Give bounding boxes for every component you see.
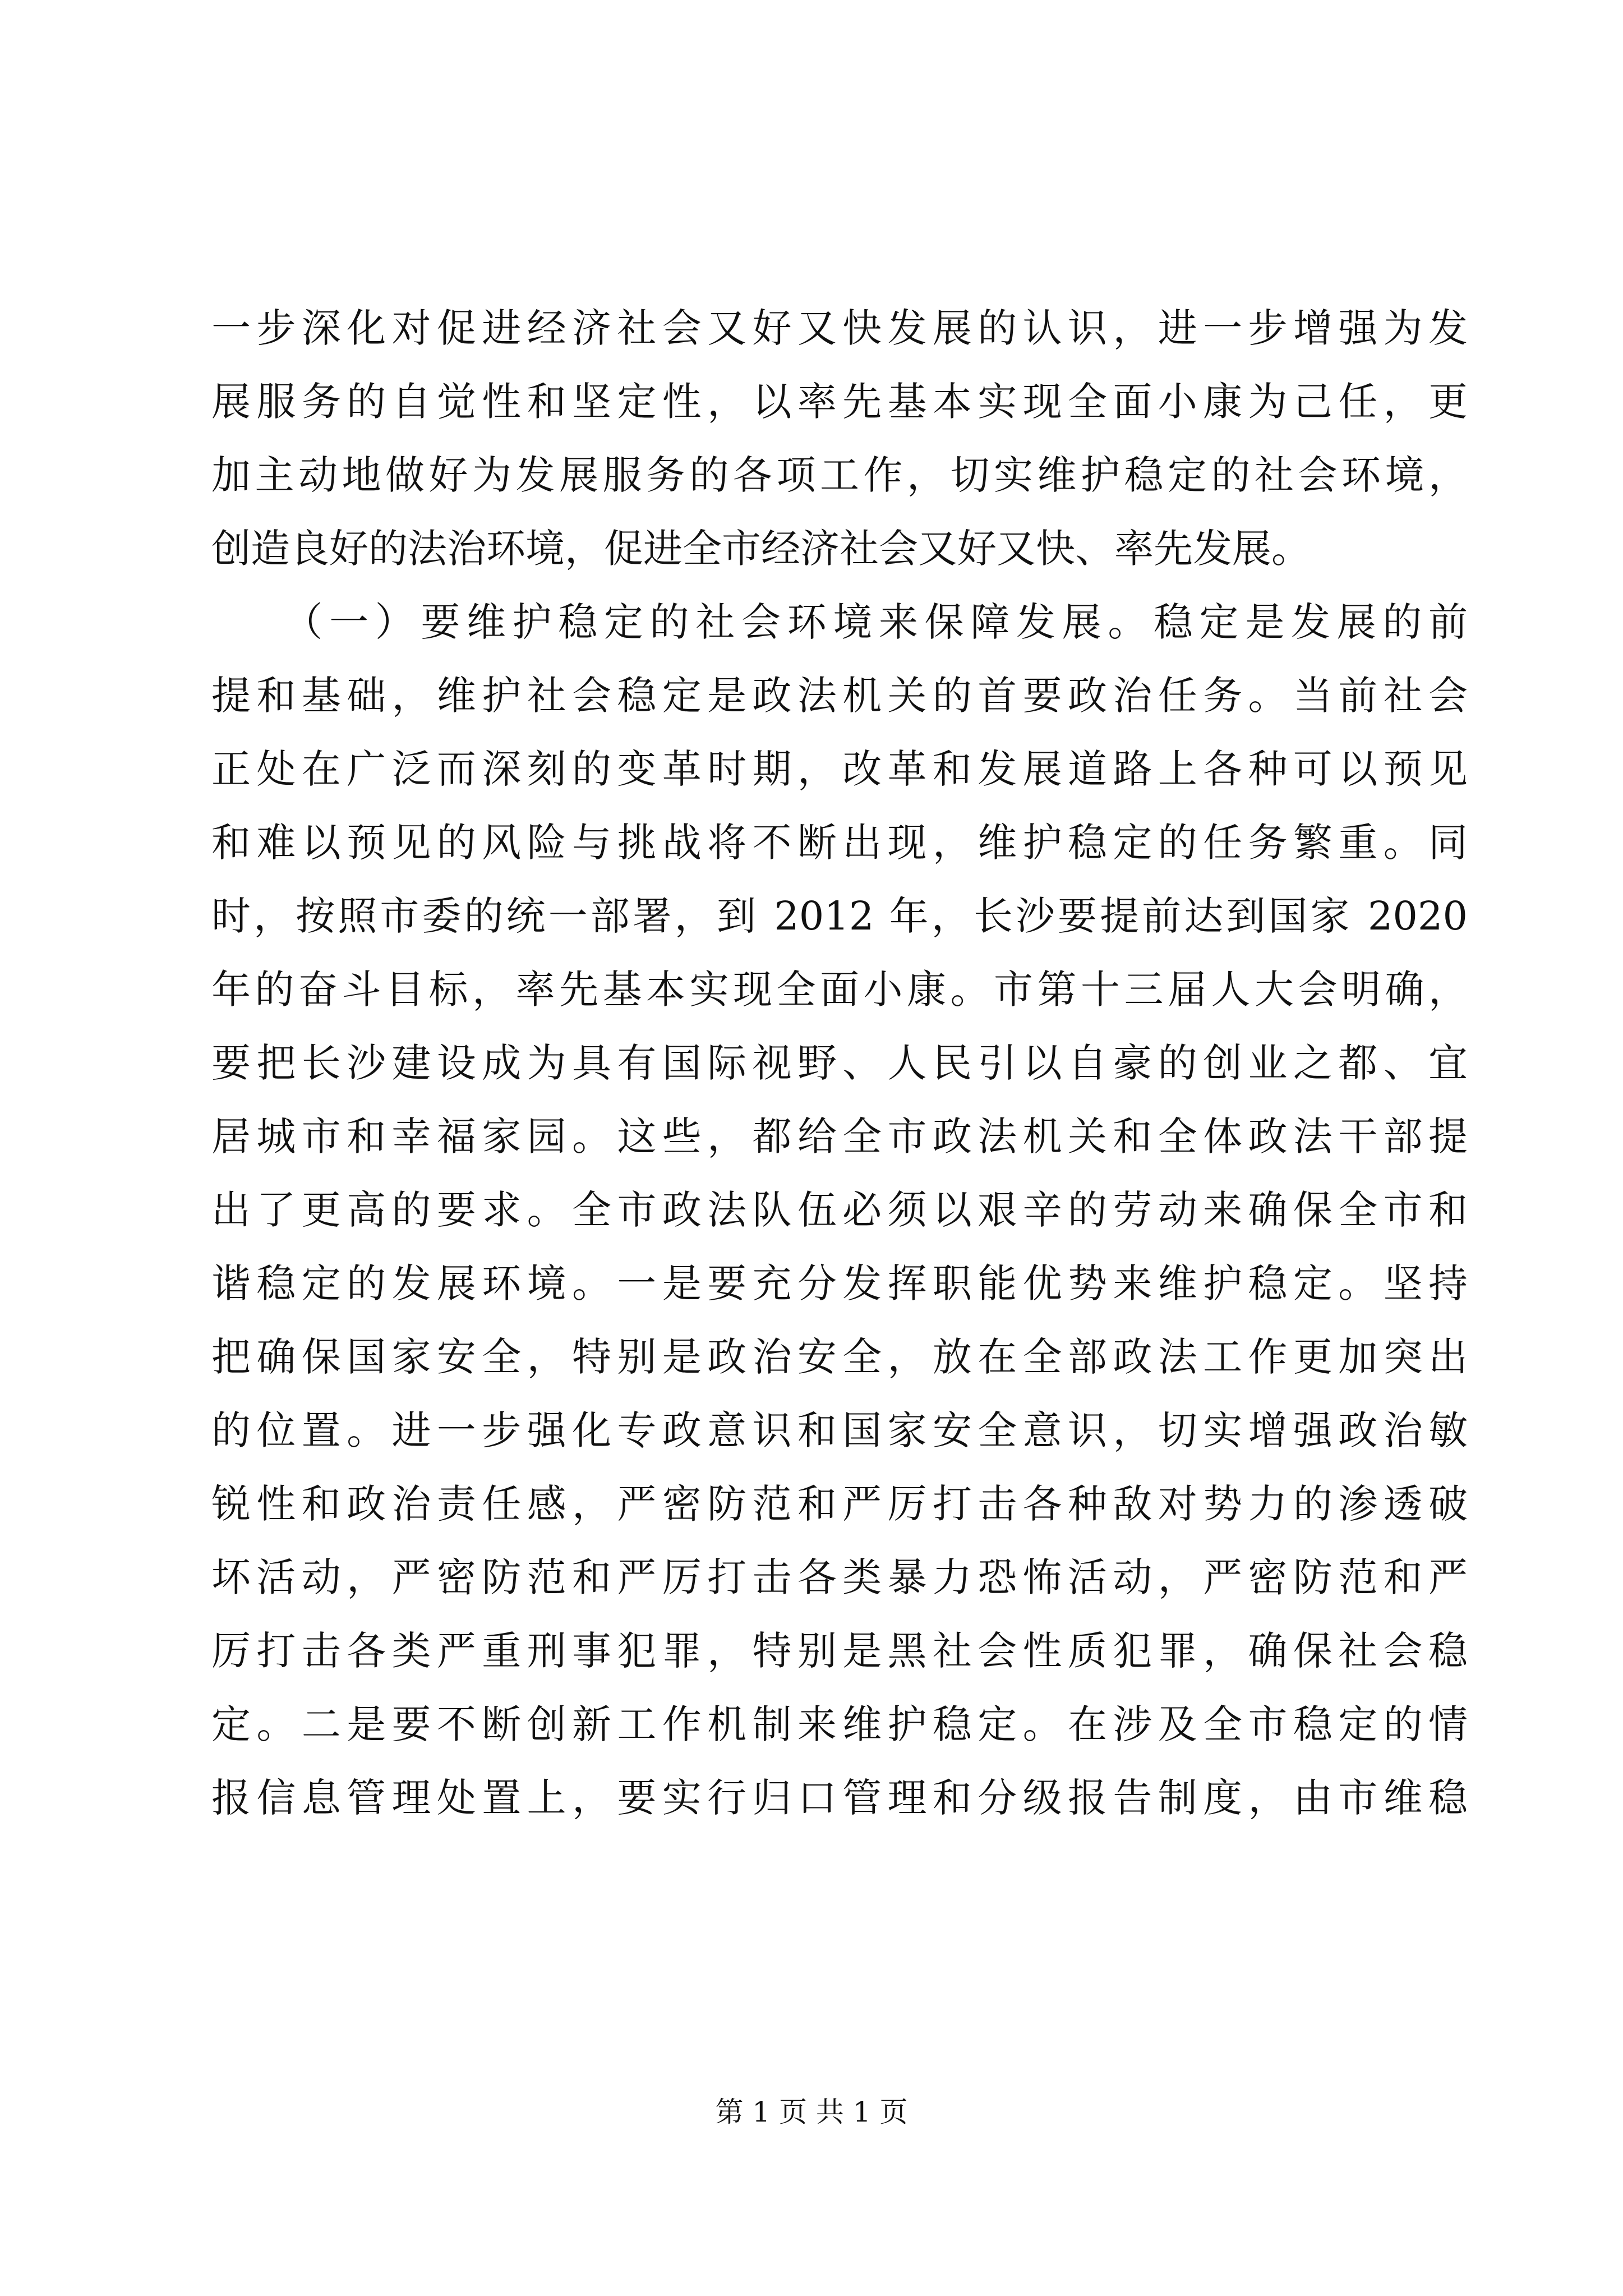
- body-text: [211, 292, 1468, 1835]
- text-line: 坏活动，严密防范和严厉打击各类暴力恐怖活动，严密防范和严: [211, 1554, 1468, 1600]
- text-line: 谐稳定的发展环境。一是要充分发挥职能优势来维护稳定。坚持: [211, 1260, 1468, 1306]
- text-line: 锐性和政治责任感，严密防范和严厉打击各种敌对势力的渗透破: [211, 1481, 1468, 1527]
- text-line: 正处在广泛而深刻的变革时期，改革和发展道路上各种可以预见: [211, 746, 1468, 792]
- text-line: 创造良好的法治环境，促进全市经济社会又好又快、率先发展。: [211, 526, 1311, 572]
- text-line: 时，按照市委的统一部署，到 2012 年，长沙要提前达到国家 2020: [211, 893, 1468, 939]
- page-number: 第 1 页 共 1 页: [715, 2096, 908, 2128]
- text-line: 展服务的自觉性和坚定性，以率先基本实现全面小康为己任，更: [211, 379, 1468, 425]
- page-footer: [0, 2092, 1623, 2132]
- text-line: 定。二是要不断创新工作机制来维护稳定。在涉及全市稳定的情: [211, 1701, 1468, 1747]
- text-line: 一步深化对促进经济社会又好又快发展的认识，进一步增强为发: [211, 305, 1468, 351]
- text-line: 年的奋斗目标，率先基本实现全面小康。市第十三届人大会明确，: [211, 967, 1468, 1013]
- text-line: 的位置。进一步强化专政意识和国家安全意识，切实增强政治敏: [211, 1407, 1468, 1453]
- text-line: 把确保国家安全，特别是政治安全，放在全部政法工作更加突出: [211, 1334, 1468, 1380]
- text-line: 出了更高的要求。全市政法队伍必须以艰辛的劳动来确保全市和: [211, 1187, 1468, 1233]
- text-line: 居城市和幸福家园。这些，都给全市政法机关和全体政法干部提: [211, 1114, 1468, 1159]
- text-line: 和难以预见的风险与挑战将不断出现，维护稳定的任务繁重。同: [211, 820, 1468, 866]
- text-line: 报信息管理处置上，要实行归口管理和分级报告制度，由市维稳: [211, 1775, 1468, 1821]
- text-line: 厉打击各类严重刑事犯罪，特别是黑社会性质犯罪，确保社会稳: [211, 1628, 1468, 1674]
- text-line: 要把长沙建设成为具有国际视野、人民引以自豪的创业之都、宜: [211, 1040, 1468, 1086]
- text-line: 提和基础，维护社会稳定是政法机关的首要政治任务。当前社会: [211, 673, 1468, 719]
- text-line: 加主动地做好为发展服务的各项工作，切实维护稳定的社会环境，: [211, 452, 1468, 498]
- text-line: （一）要维护稳定的社会环境来保障发展。稳定是发展的前: [211, 599, 1468, 645]
